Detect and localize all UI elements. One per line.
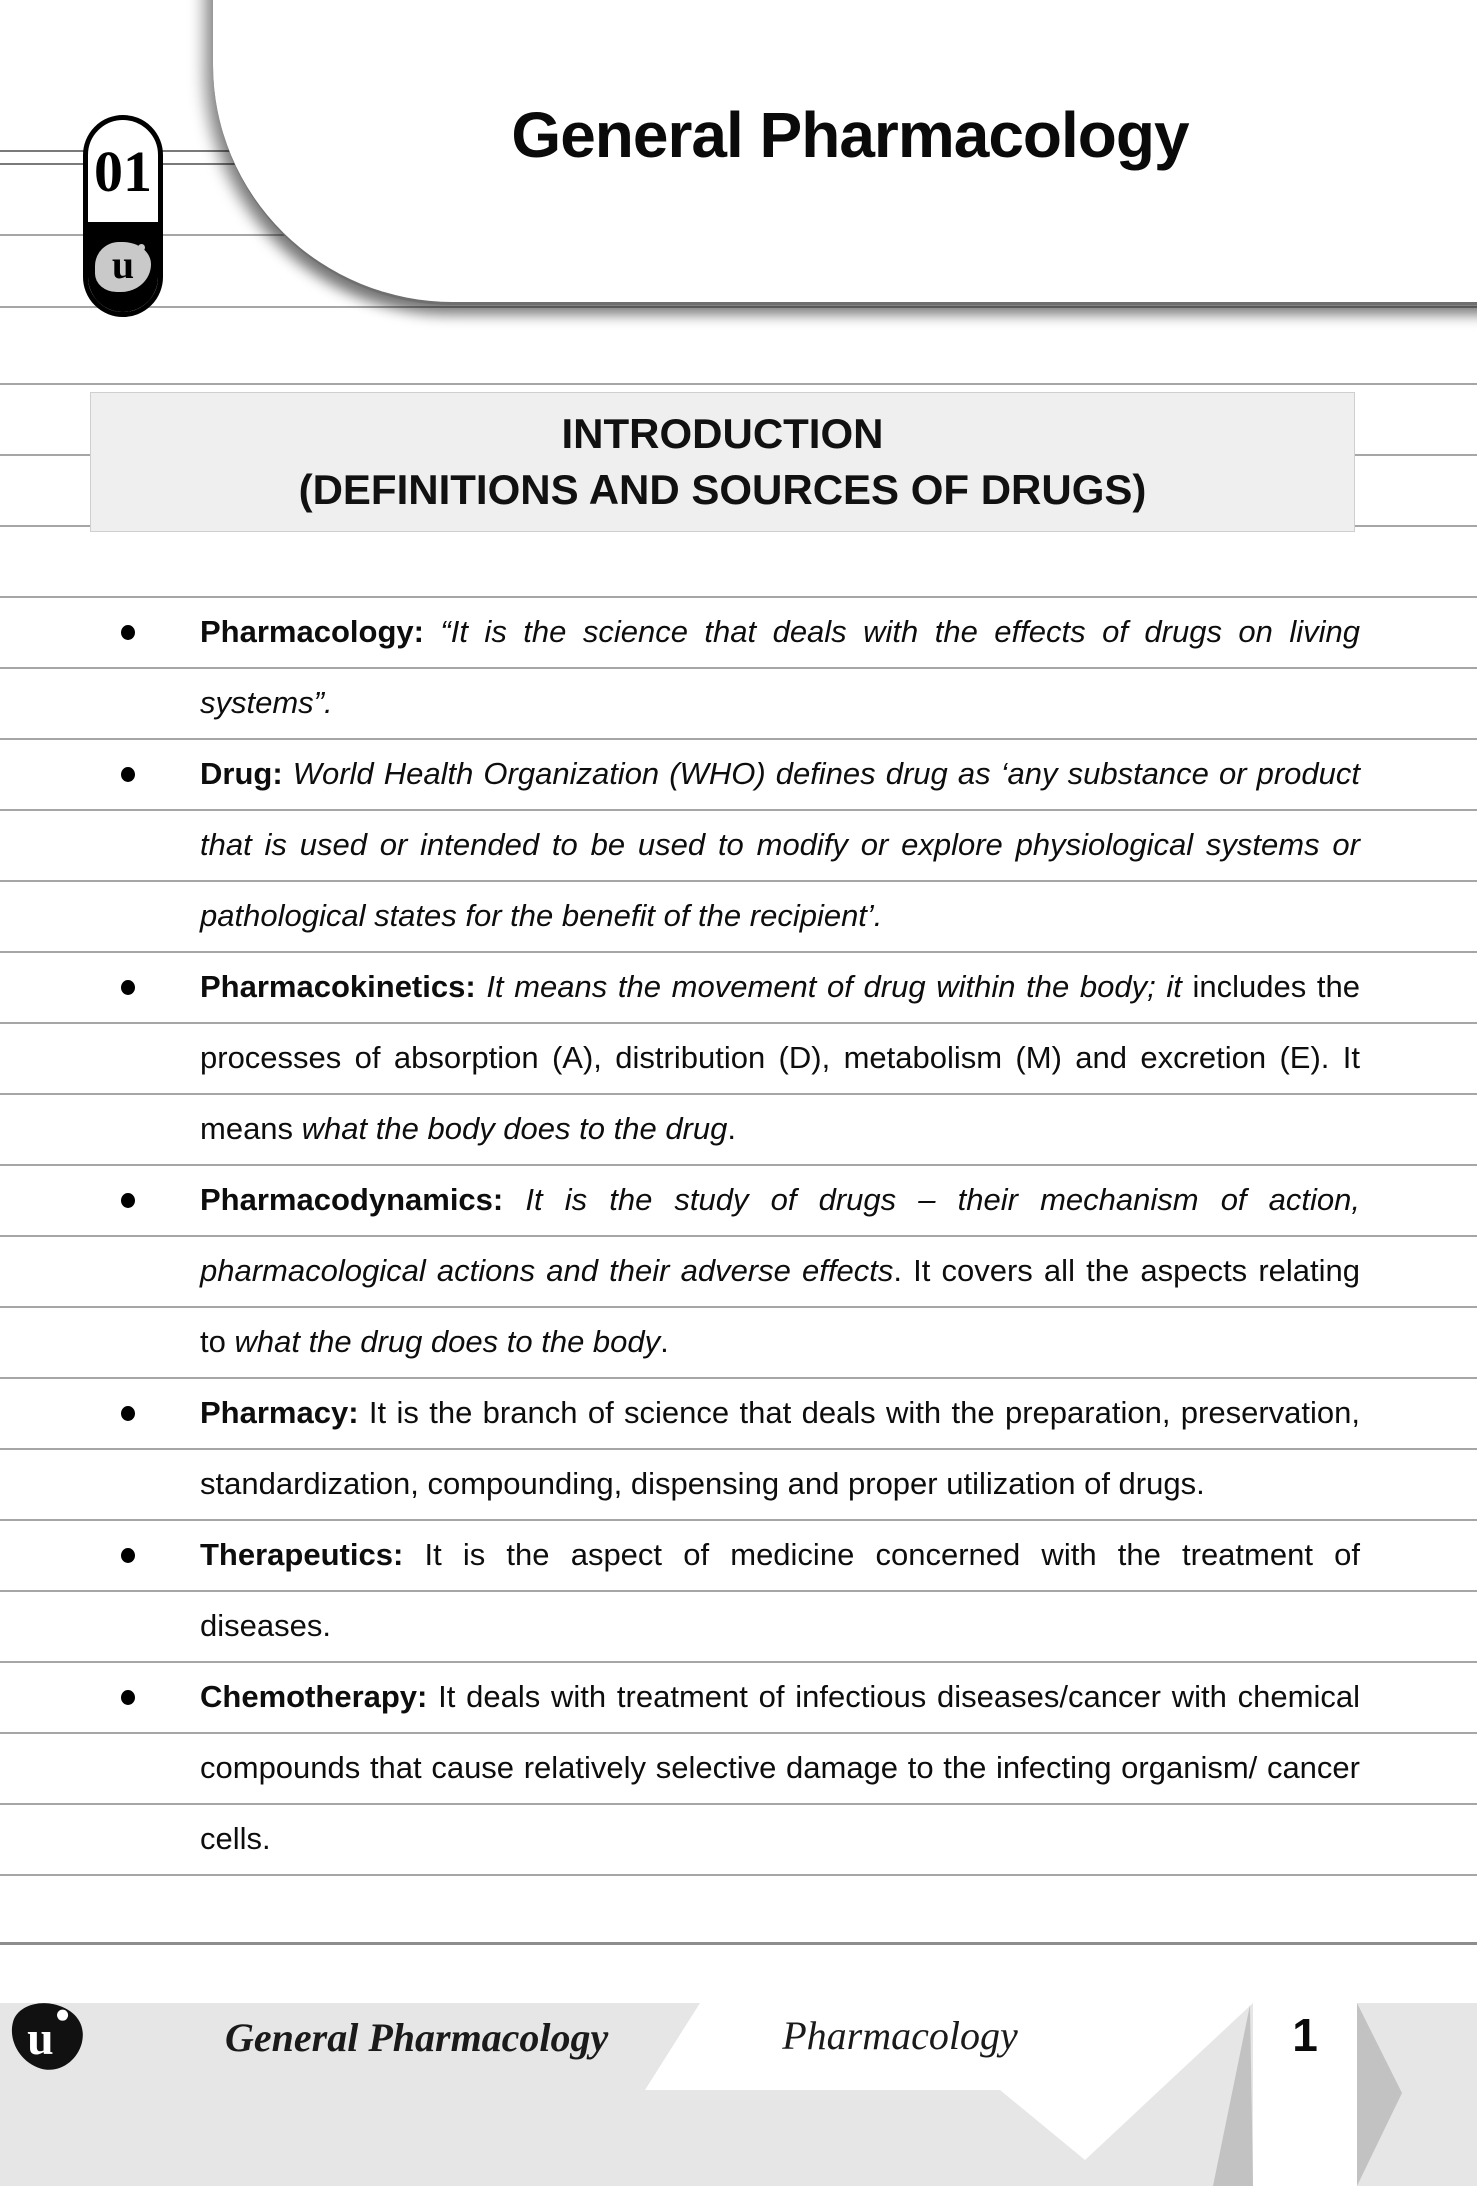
definition-text-run: World Health Organization (WHO) defines drug as ‘any substance or product that is used or intended to be used to modify or explore physiological systems or pathological states for the benefit of the recipient’. — [200, 756, 1360, 933]
definition-bullet — [119, 1661, 1360, 1874]
definition-text-run: what the body does to the drug — [301, 1111, 728, 1146]
section-heading-box — [90, 392, 1355, 532]
definition-text-run: . — [727, 1111, 736, 1146]
definition-bullet — [119, 596, 1360, 738]
ruled-line — [0, 1942, 1477, 1945]
definition-text-run: . It covers all the aspects relating to — [200, 1253, 1361, 1359]
logo-blob — [95, 242, 151, 292]
publisher-logo-icon — [0, 2000, 92, 2080]
footer-chapter-title: General Pharmacology — [225, 2015, 609, 2060]
svg-text:u: u — [27, 2011, 54, 2065]
definition-text-run: includes the processes of absorption (A), distribution (D), metabolism (M) and excretion (E). It means — [200, 969, 1360, 1146]
definition-bullet — [119, 1519, 1360, 1661]
definition-text-run: “It is the science that deals with the effects of drugs on living systems”. — [200, 614, 1360, 720]
bullet-list — [119, 596, 1360, 1874]
ruled-line — [0, 383, 1477, 385]
ruled-line — [0, 1874, 1477, 1876]
definition-term: Chemotherapy: — [200, 1679, 428, 1714]
definition-bullet — [119, 1377, 1360, 1519]
definition-text-run: It is the study of drugs – their mechanism of action, pharmacological actions and their adverse effects — [200, 1182, 1360, 1288]
chapter-number: 01 — [94, 138, 152, 204]
logo-tick — [138, 244, 145, 251]
definition-text-run: It means the movement of drug within the body; it — [475, 969, 1182, 1004]
section-heading-line1: INTRODUCTION — [561, 410, 884, 457]
definition-bullet — [119, 738, 1360, 951]
page-number: 1 — [1292, 2009, 1318, 2061]
chapter-badge — [83, 115, 163, 317]
definition-term: Pharmacodynamics: — [200, 1182, 504, 1217]
definition-term: Pharmacology: — [200, 614, 424, 649]
page-title: General Pharmacology — [511, 99, 1189, 171]
definition-text-run: It is the branch of science that deals with the preparation, preservation, standardization, compounding, dispensing and proper utilization of drugs. — [200, 1395, 1360, 1501]
definition-text-run: It deals with treatment of infectious diseases/cancer with chemical compounds that cause relatively selective damage to the infecting organism/ cancer cells. — [200, 1679, 1360, 1856]
definition-text-run: what the drug does to the body — [234, 1324, 661, 1359]
definition-bullet — [119, 1164, 1360, 1377]
definition-term: Therapeutics: — [200, 1537, 404, 1572]
section-heading-line2: (DEFINITIONS AND SOURCES OF DRUGS) — [298, 466, 1147, 513]
logo-letter: u — [111, 242, 135, 287]
ruled-line — [0, 306, 1477, 308]
definition-term: Pharmacy: — [200, 1395, 359, 1430]
footer-subject-title: Pharmacology — [782, 2013, 1018, 2058]
definition-text-run: It is the aspect of medicine concerned with the treatment of diseases. — [200, 1537, 1360, 1643]
definition-term: Pharmacokinetics: — [200, 969, 476, 1004]
definition-bullet — [119, 951, 1360, 1164]
publisher-logo-icon — [88, 222, 158, 312]
definition-term: Drug: — [200, 756, 283, 791]
definition-text-run: . — [660, 1324, 669, 1359]
footer — [0, 2000, 1477, 2186]
